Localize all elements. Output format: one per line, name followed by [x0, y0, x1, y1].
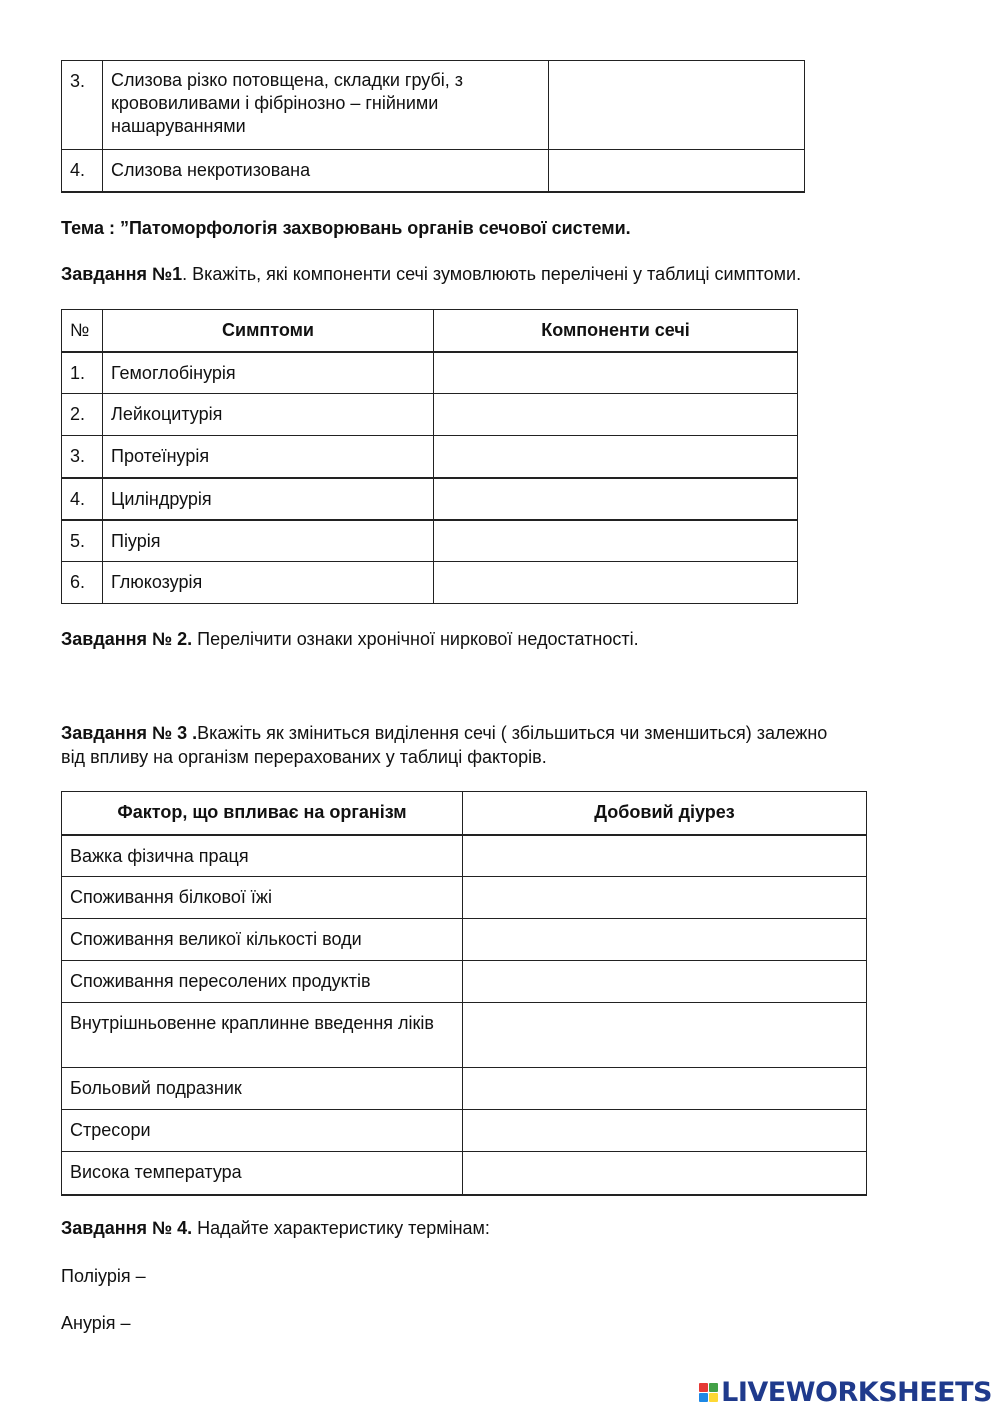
row-number: 5.: [62, 520, 103, 562]
header-number: №: [62, 310, 103, 352]
symptom-cell: Піурія: [103, 520, 434, 562]
row-number: 1.: [62, 352, 103, 394]
symptom-cell: Глюкозурія: [103, 562, 434, 604]
brand-name: LIVEWORKSHEETS: [721, 1377, 992, 1408]
row-number: 4.: [62, 150, 103, 192]
table-row: [62, 150, 805, 192]
task1-label: Завдання №1: [61, 264, 183, 284]
row-number: 3.: [62, 61, 103, 150]
task3-text-line1: [61, 721, 827, 745]
factors-table: [61, 791, 867, 1196]
task1-instruction: . Вкажіть, які компоненти сечі зумовлюють перелічені у таблиці симптоми.: [182, 264, 802, 284]
row-number: 3.: [62, 436, 103, 478]
symptom-cell: Протеїнурія: [103, 436, 434, 478]
task2-text: [61, 627, 639, 651]
table-row: [62, 961, 867, 1003]
factor-cell: Больовий подразник: [62, 1068, 463, 1110]
factor-cell: Споживання білкової їжі: [62, 877, 463, 919]
row-description: Слизова різко потовщена, складки грубі, з крововиливами і фібрінозно – гнійними нашаруваннями: [103, 61, 549, 150]
table-row: [62, 562, 798, 604]
table-row: [62, 1152, 867, 1195]
table-row: [62, 835, 867, 877]
answer-cell[interactable]: [434, 520, 798, 562]
answer-cell[interactable]: [463, 1152, 867, 1195]
table-row: [62, 877, 867, 919]
symptoms-table: [61, 309, 798, 604]
answer-cell[interactable]: [434, 478, 798, 520]
header-symptoms: Симптоми: [103, 310, 434, 352]
factor-cell: Стресори: [62, 1110, 463, 1152]
answer-cell[interactable]: [463, 1003, 867, 1068]
answer-cell[interactable]: [434, 436, 798, 478]
factor-cell: Споживання великої кількості води: [62, 919, 463, 961]
row-description: Слизова некротизована: [103, 150, 549, 192]
symptom-cell: Циліндрурія: [103, 478, 434, 520]
task3-label: Завдання № 3 .: [61, 723, 198, 743]
term-polyuria: Поліурія –: [61, 1266, 146, 1286]
task3-text-line2: від впливу на організм перерахованих у таблиці факторів.: [61, 747, 547, 767]
factor-cell: Висока температура: [62, 1152, 463, 1195]
table-row: [62, 394, 798, 436]
liveworksheets-logo[interactable]: [699, 1377, 992, 1408]
table-row: [62, 919, 867, 961]
liveworksheets-logo-icon: [699, 1383, 718, 1402]
topic-heading: Тема : ”Патоморфологія захворювань органів сечової системи.: [61, 218, 631, 238]
header-daily-diuresis: Добовий діурез: [463, 792, 867, 835]
header-urine-components: Компоненти сечі: [434, 310, 798, 352]
table-row: [62, 1003, 867, 1068]
answer-cell[interactable]: [463, 1068, 867, 1110]
factor-cell: Споживання пересолених продуктів: [62, 961, 463, 1003]
symptom-cell: Лейкоцитурія: [103, 394, 434, 436]
answer-cell[interactable]: [434, 352, 798, 394]
task2-label: Завдання № 2.: [61, 629, 193, 649]
answer-cell[interactable]: [463, 835, 867, 877]
task4-text: [61, 1216, 490, 1240]
table-row: [62, 436, 798, 478]
answer-cell[interactable]: [549, 61, 805, 150]
answer-cell[interactable]: [549, 150, 805, 192]
header-factor: Фактор, що впливає на організм: [62, 792, 463, 835]
factor-cell: Внутрішньовенне краплинне введення ліків: [62, 1003, 463, 1068]
row-number: 6.: [62, 562, 103, 604]
answer-cell[interactable]: [463, 1110, 867, 1152]
table-row: [62, 1068, 867, 1110]
mucosa-table: [61, 60, 805, 193]
table-row: [62, 1110, 867, 1152]
table-row: [62, 520, 798, 562]
answer-cell[interactable]: [463, 961, 867, 1003]
row-number: 2.: [62, 394, 103, 436]
task4-label: Завдання № 4.: [61, 1218, 193, 1238]
symptom-cell: Гемоглобінурія: [103, 352, 434, 394]
task1-text: [61, 262, 801, 286]
answer-cell[interactable]: [463, 877, 867, 919]
term-anuria: Анурія –: [61, 1313, 131, 1333]
task2-instruction: Перелічити ознаки хронічної ниркової недостатності.: [192, 629, 639, 649]
row-number: 4.: [62, 478, 103, 520]
table-header-row: [62, 792, 867, 835]
table-row: [62, 61, 805, 150]
table-header-row: [62, 310, 798, 352]
answer-cell[interactable]: [463, 919, 867, 961]
table-row: [62, 352, 798, 394]
task4-instruction: Надайте характеристику термінам:: [192, 1218, 490, 1238]
table-row: [62, 478, 798, 520]
answer-cell[interactable]: [434, 562, 798, 604]
factor-cell: Важка фізична праця: [62, 835, 463, 877]
answer-cell[interactable]: [434, 394, 798, 436]
task3-instruction: Вкажіть як зміниться виділення сечі ( збільшиться чи зменшиться) залежно: [197, 723, 828, 743]
